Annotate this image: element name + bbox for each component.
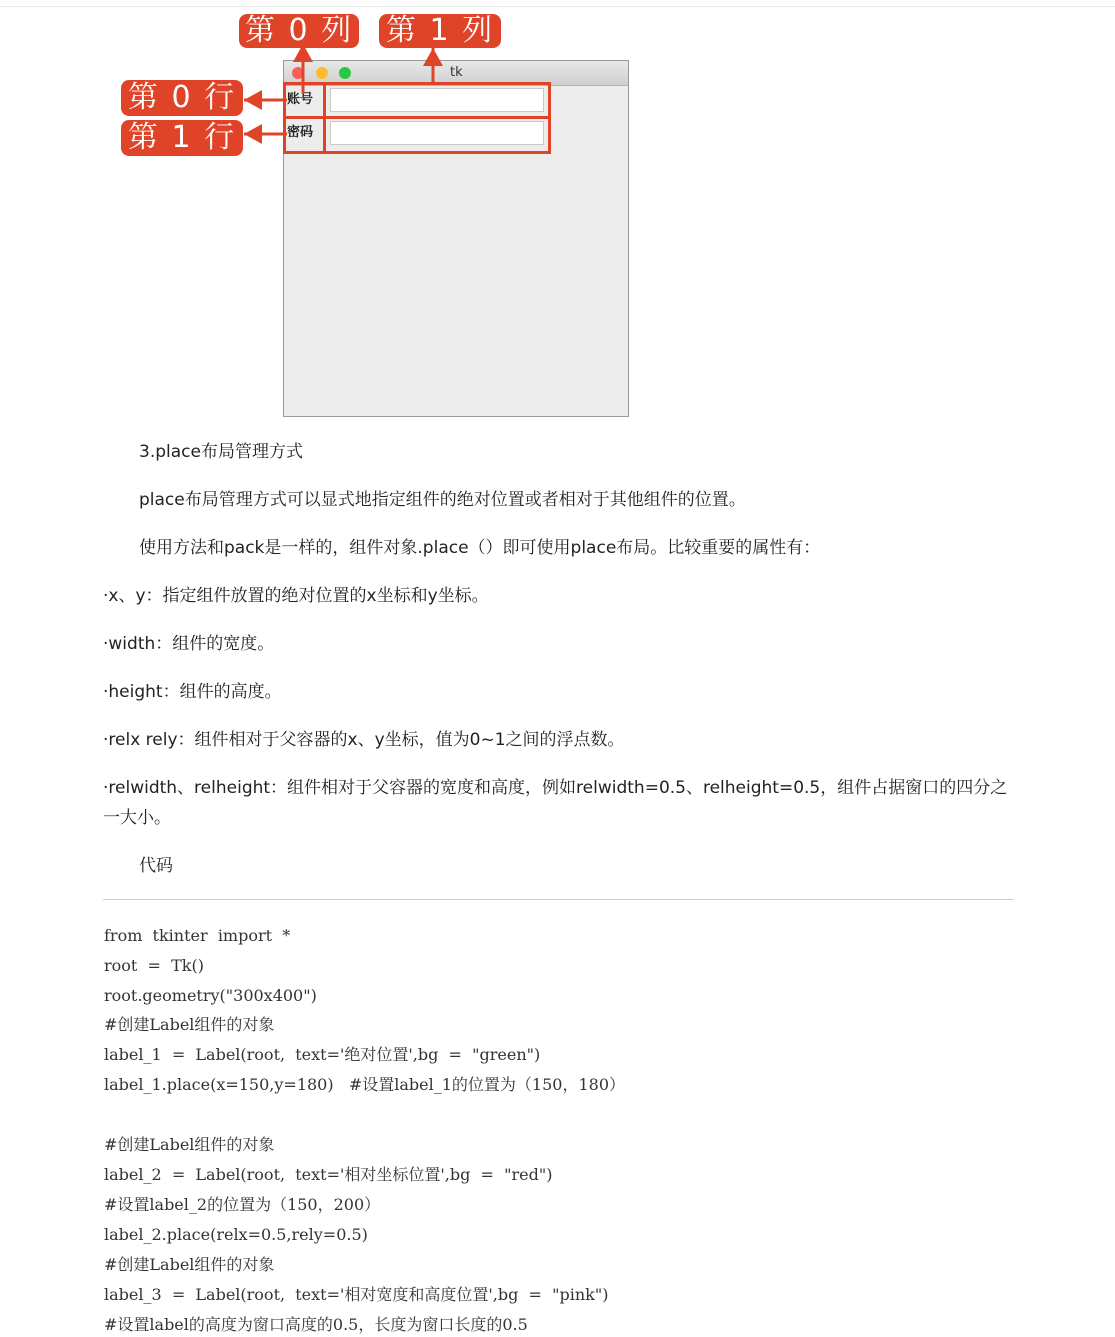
code-line: #创建Label组件的对象 bbox=[104, 1015, 275, 1034]
code-line: from tkinter import * bbox=[104, 926, 291, 945]
section-heading: 3.place布局管理方式 bbox=[139, 442, 303, 462]
attr-height: ·height：组件的高度。 bbox=[103, 682, 282, 702]
attr-width: ·width：组件的宽度。 bbox=[103, 634, 275, 654]
code-line: root = Tk() bbox=[104, 956, 204, 975]
code-line: label_2.place(relx=0.5,rely=0.5) bbox=[104, 1225, 368, 1244]
attr-relsize: ·relwidth、relheight：组件相对于父容器的宽度和高度，例如relwidth=0.5、relheight=0.5，组件占据窗口的四分之一大小。 bbox=[103, 778, 1008, 828]
code-line: #设置label_2的位置为（150，200） bbox=[104, 1195, 381, 1214]
code-divider bbox=[103, 899, 1014, 900]
code-line: #设置label的高度为窗口高度的0.5，长度为窗口长度的0.5 bbox=[104, 1315, 528, 1334]
callout-col0: 第 0 列 bbox=[239, 14, 359, 48]
row1-label: 密码 bbox=[287, 125, 314, 140]
code-label: 代码 bbox=[139, 856, 173, 876]
intro-paragraph: place布局管理方式可以显式地指定组件的绝对位置或者相对于其他组件的位置。 bbox=[139, 490, 746, 510]
attr-rel: ·relx rely：组件相对于父容器的x、y坐标，值为0~1之间的浮点数。 bbox=[103, 730, 625, 750]
callout-col1: 第 1 列 bbox=[379, 14, 501, 48]
window-title: tk bbox=[450, 65, 463, 80]
code-line: root.geometry("300x400") bbox=[104, 986, 317, 1005]
attr-xy: ·x、y：指定组件放置的绝对位置的x坐标和y坐标。 bbox=[103, 586, 489, 606]
code-line: label_3 = Label(root, text='相对宽度和高度位置',bg = "pink") bbox=[104, 1285, 609, 1304]
code-line: #创建Label组件的对象 bbox=[104, 1135, 275, 1154]
callout-row1: 第 1 行 bbox=[121, 120, 243, 156]
usage-paragraph: 使用方法和pack是一样的，组件对象.place（）即可使用place布局。比较重要的属性有： bbox=[139, 538, 821, 558]
callout-row0: 第 0 行 bbox=[121, 80, 243, 116]
code-line: label_1 = Label(root, text='绝对位置',bg = "green") bbox=[104, 1045, 541, 1064]
code-line: label_2 = Label(root, text='相对坐标位置',bg = "red") bbox=[104, 1165, 553, 1184]
row0-label: 账号 bbox=[287, 92, 314, 107]
code-line: label_1.place(x=150,y=180) #设置label_1的位置为（150，180） bbox=[104, 1075, 626, 1094]
code-line: #创建Label组件的对象 bbox=[104, 1255, 275, 1274]
